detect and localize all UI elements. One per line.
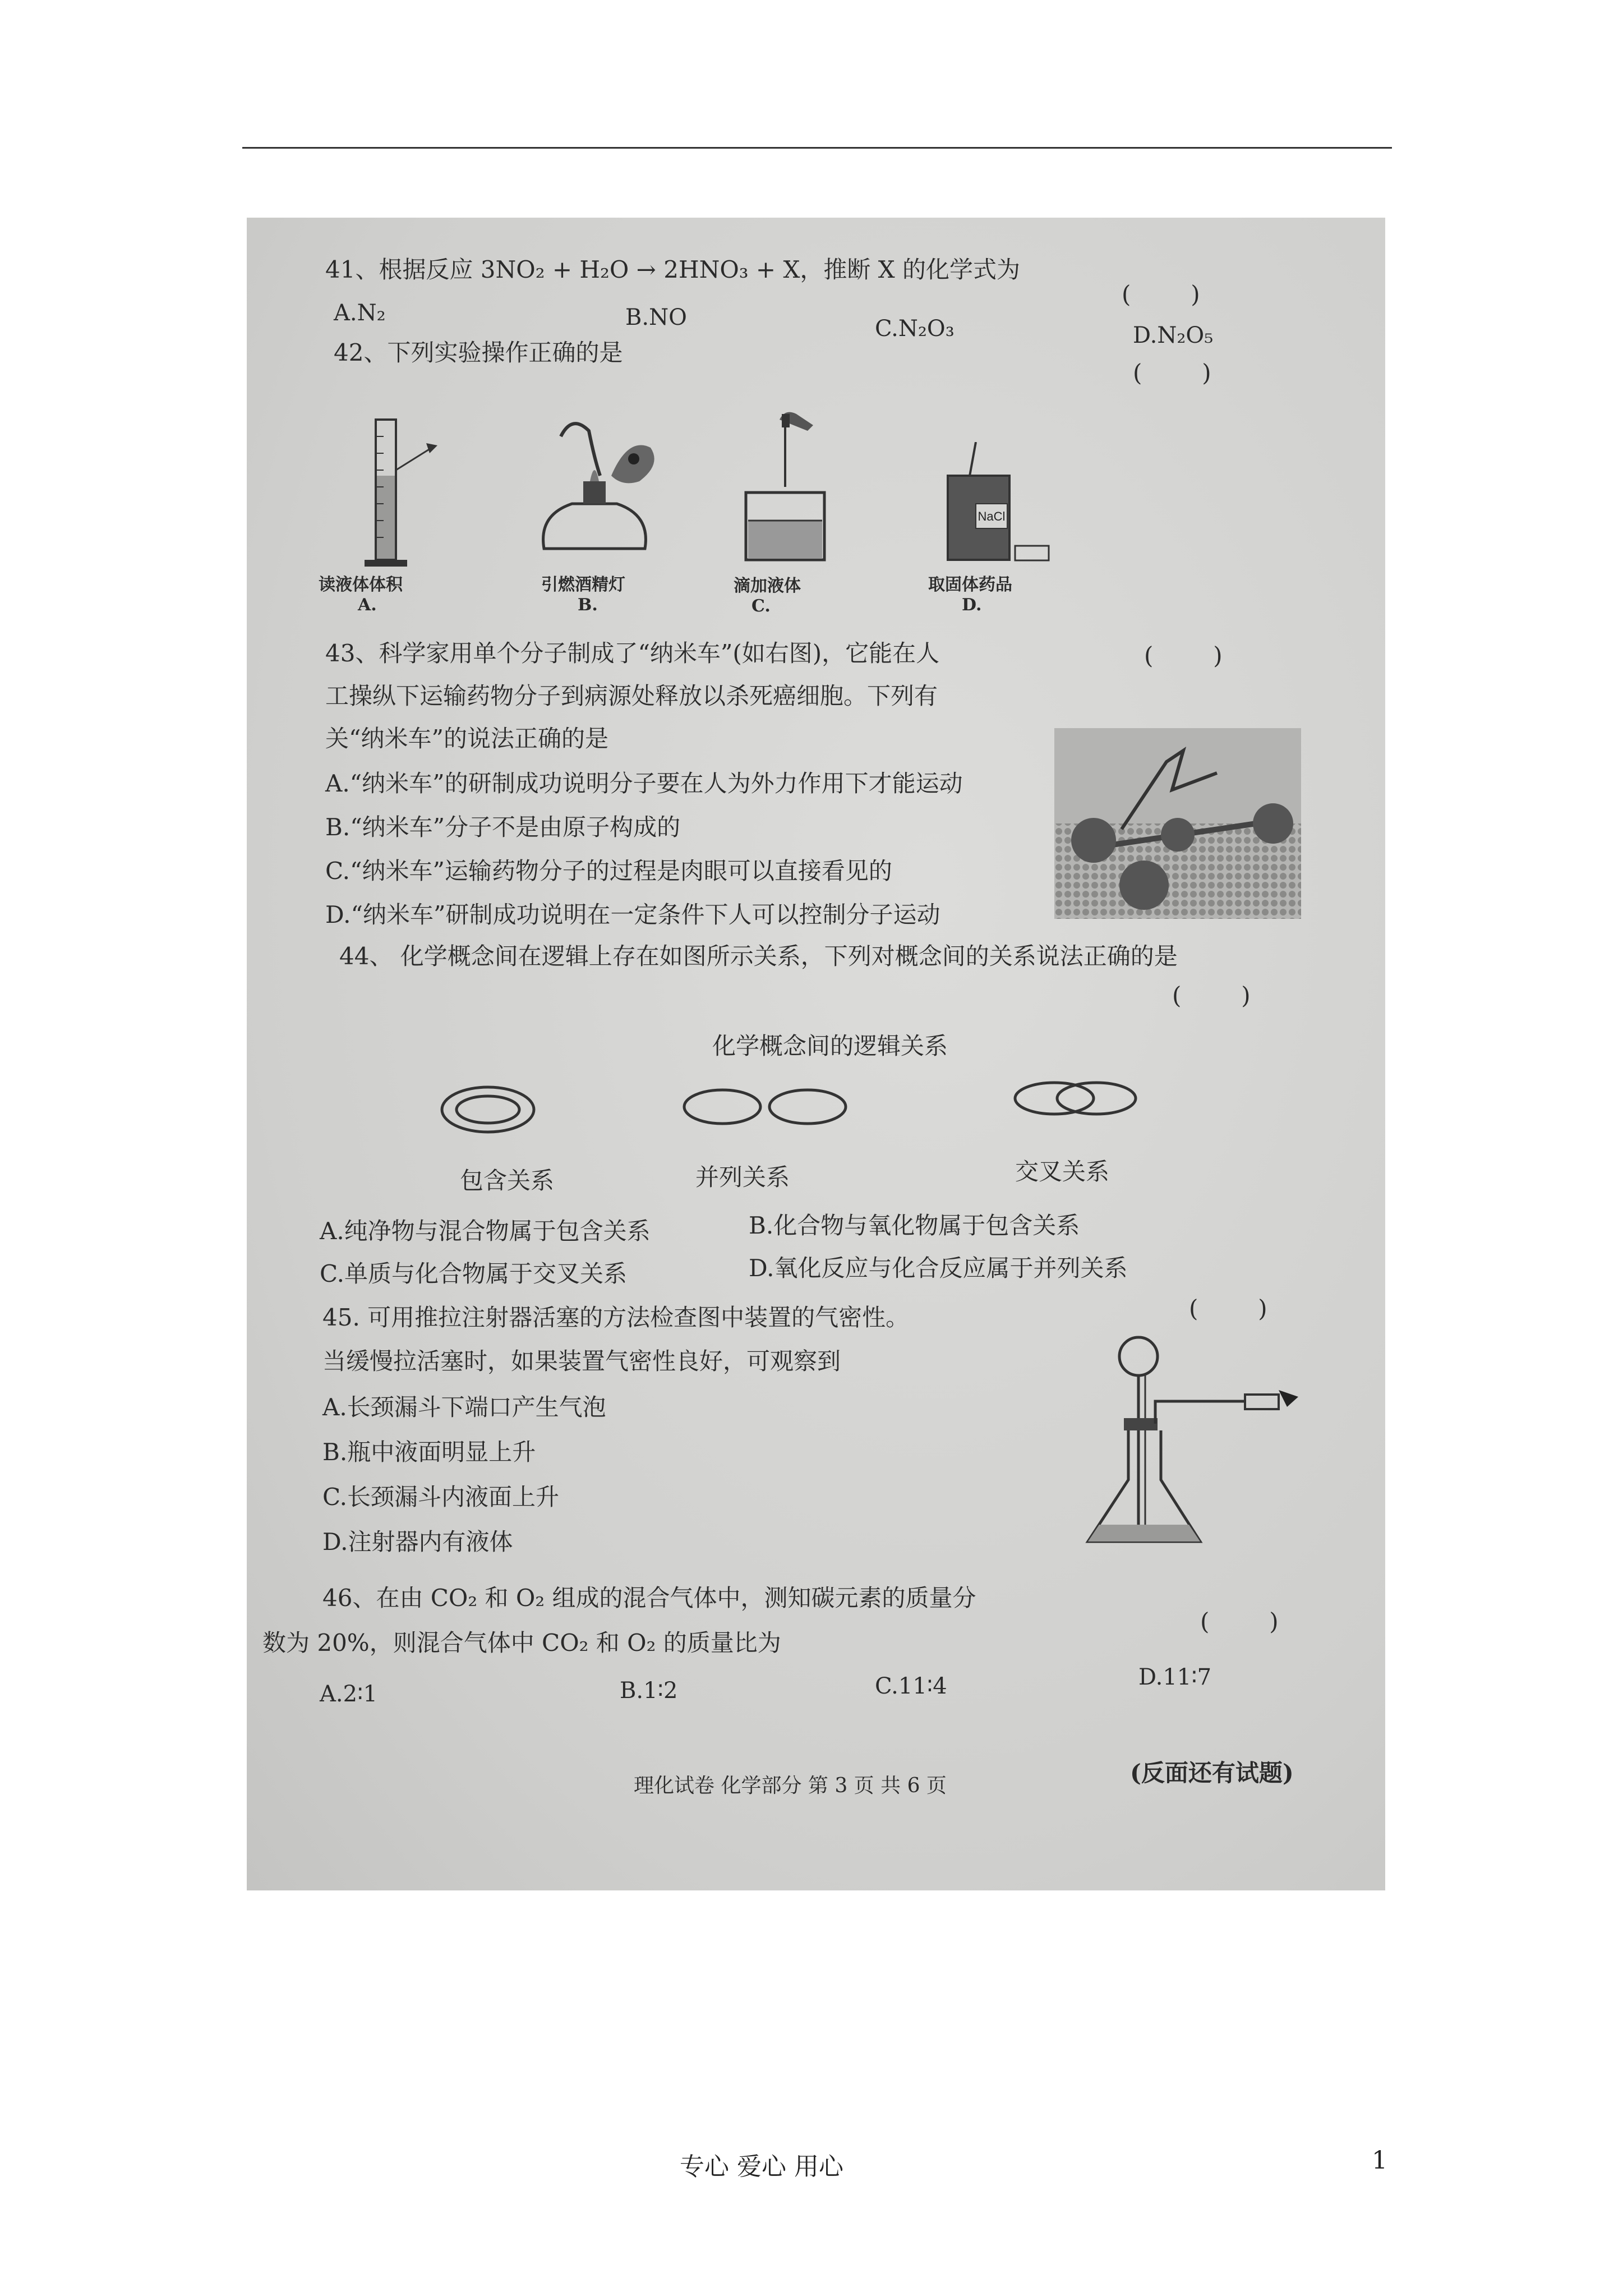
fig-d-caption: 取固体药品 xyxy=(928,575,1012,595)
q43-stem-line-1: 43、科学家用单个分子制成了“纳米车”(如右图)，它能在人 xyxy=(325,639,940,667)
q45-answer-bracket: ( ) xyxy=(1189,1295,1267,1322)
page-number: 1 xyxy=(1372,2146,1387,2175)
fig-b-caption: 引燃酒精灯 xyxy=(541,575,625,595)
fig-c-caption: 滴加液体 xyxy=(734,576,801,596)
parallel-relation-diagram xyxy=(679,1082,858,1138)
fig-a-letter: A. xyxy=(358,595,377,615)
nacl-label: NaCl xyxy=(978,509,1006,523)
q44-stem: 44、 化学概念间在逻辑上存在如图所示关系，下列对概念间的关系说法正确的是 xyxy=(339,942,1178,970)
graduated-cylinder-figure xyxy=(342,408,454,577)
q43-option-d: D.“纳米车”研制成功说明在一定条件下人可以控制分子运动 xyxy=(325,901,940,928)
q44-option-c: C.单质与化合物属于交叉关系 xyxy=(320,1260,627,1287)
fig-d-letter: D. xyxy=(962,595,982,615)
fig-b-letter: B. xyxy=(578,595,598,615)
parallel-relation-label: 并列关系 xyxy=(695,1163,790,1191)
q45-option-b: B.瓶中液面明显上升 xyxy=(322,1438,536,1466)
q45-option-d: D.注射器内有液体 xyxy=(322,1528,513,1556)
q42-answer-bracket: ( ) xyxy=(1133,359,1211,386)
alcohol-lamp-figure xyxy=(527,414,667,571)
q46-option-a: A.2∶1 xyxy=(320,1681,377,1707)
q41-answer-bracket: ( ) xyxy=(1122,280,1200,308)
q43-stem-line-3: 关“纳米车”的说法正确的是 xyxy=(325,725,608,752)
intersection-relation-diagram xyxy=(1009,1070,1144,1126)
q43-stem-line-2: 工操纵下运输药物分子到病源处释放以杀死癌细胞。下列有 xyxy=(325,682,938,710)
inclusion-relation-label: 包含关系 xyxy=(460,1167,555,1194)
q46-option-b: B.1∶2 xyxy=(620,1678,678,1704)
exam-photo xyxy=(247,218,1385,1890)
q42-stem: 42、下列实验操作正确的是 xyxy=(334,339,623,366)
q46-stem-line-2: 数为 20%，则混合气体中 CO₂ 和 O₂ 的质量比为 xyxy=(262,1629,781,1657)
airtightness-apparatus-figure xyxy=(1077,1334,1312,1570)
exam-page-footer: 理化试卷 化学部分 第 3 页 共 6 页 xyxy=(634,1774,947,1797)
q45-stem-line-1: 45. 可用推拉注射器活塞的方法检查图中装置的气密性。 xyxy=(322,1304,910,1331)
q41-stem: 41、根据反应 3NO₂ + H₂O → 2HNO₃ + X，推断 X 的化学式为 xyxy=(325,256,1020,283)
q44-diagram-title: 化学概念间的逻辑关系 xyxy=(712,1032,948,1060)
q44-answer-bracket: ( ) xyxy=(1172,982,1251,1009)
header-rule xyxy=(242,147,1392,149)
q45-option-c: C.长颈漏斗内液面上升 xyxy=(322,1483,559,1511)
inclusion-relation-diagram xyxy=(437,1082,544,1138)
intersection-relation-label: 交叉关系 xyxy=(1015,1158,1110,1185)
q44-option-d: D.氧化反应与化合反应属于并列关系 xyxy=(749,1254,1128,1282)
page-footer-motto: 专心 爱心 用心 xyxy=(680,2152,843,2181)
q41-option-d: D.N₂O₅ xyxy=(1133,323,1214,348)
q46-answer-bracket: ( ) xyxy=(1200,1608,1279,1635)
fig-a-caption: 读液体体积 xyxy=(319,575,403,595)
q43-option-b: B.“纳米车”分子不是由原子构成的 xyxy=(325,813,681,841)
q45-stem-line-2: 当缓慢拉活塞时，如果装置气密性良好，可观察到 xyxy=(322,1347,841,1375)
q46-option-d: D.11∶7 xyxy=(1138,1664,1212,1690)
exam-continued-note: (反面还有试题) xyxy=(1130,1759,1294,1787)
q44-option-a: A.纯净物与混合物属于包含关系 xyxy=(320,1217,651,1245)
q43-option-c: C.“纳米车”运输药物分子的过程是肉眼可以直接看见的 xyxy=(325,857,892,885)
q43-option-a: A.“纳米车”的研制成功说明分子要在人为外力作用下才能运动 xyxy=(325,770,963,797)
q41-option-a: A.N₂ xyxy=(334,300,386,326)
q44-option-b: B.化合物与氧化物属于包含关系 xyxy=(749,1212,1080,1239)
nanocar-image xyxy=(1054,728,1301,919)
q41-option-c: C.N₂O₃ xyxy=(875,316,955,342)
fig-c-letter: C. xyxy=(751,596,771,616)
reagent-bottle-figure xyxy=(925,442,1060,577)
dropper-beaker-figure xyxy=(723,408,847,571)
q41-option-b: B.NO xyxy=(625,305,687,330)
q46-option-c: C.11∶4 xyxy=(875,1673,947,1699)
q46-stem-line-1: 46、在由 CO₂ 和 O₂ 组成的混合气体中，测知碳元素的质量分 xyxy=(322,1584,976,1612)
q45-option-a: A.长颈漏斗下端口产生气泡 xyxy=(322,1393,606,1421)
q43-answer-bracket: ( ) xyxy=(1144,642,1223,669)
